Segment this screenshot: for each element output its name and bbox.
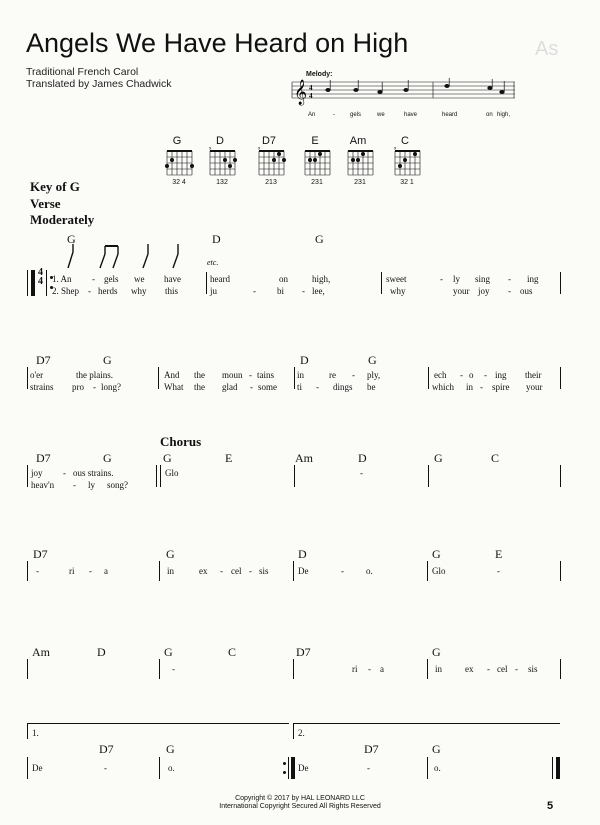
barline (560, 272, 561, 294)
chord-diagram-grid (208, 147, 238, 179)
chord-symbol: C (491, 451, 500, 465)
lyric-syllable: o'er (30, 370, 44, 380)
lyric-syllable: - (249, 370, 252, 380)
page-title: Angels We Have Heard on High (26, 28, 409, 58)
barline (560, 465, 561, 487)
chord-symbol: D (300, 353, 309, 367)
chord-symbol: G (432, 547, 441, 561)
lyric-syllable: ly (88, 480, 96, 490)
lyric-syllable: lee, (312, 286, 325, 296)
melody-lyric: have (404, 112, 418, 118)
lyric-syllable: long? (101, 382, 121, 392)
lyric-syllable: ing (527, 274, 539, 284)
chord-symbol: D7 (296, 645, 311, 659)
ending-number-1: 1. (32, 728, 39, 738)
chord-symbol: G (103, 353, 112, 367)
lyric-syllable: why (390, 286, 406, 296)
lyric-syllable: ri (69, 566, 75, 576)
barline (46, 270, 47, 296)
lyric-syllable: we (134, 274, 145, 284)
lyric-syllable: - (250, 382, 253, 392)
lyric-syllable: - (249, 566, 252, 576)
melody-lyric: we (377, 112, 385, 118)
barline (294, 367, 295, 389)
barline (428, 367, 429, 389)
lyric-syllable: joy (478, 286, 490, 296)
chord-symbol: E (495, 547, 503, 561)
lyric-syllable: in (167, 566, 175, 576)
lyric-syllable: sing (475, 274, 491, 284)
chord-diagram-grid (303, 147, 333, 179)
barline (27, 757, 28, 779)
lyric-syllable: tains (257, 370, 274, 380)
lyric-syllable: why (131, 286, 147, 296)
chord-diagram-fingering: 231 (354, 179, 366, 186)
lyric-syllable: De (32, 763, 43, 773)
ending-bracket-2-hook (293, 723, 294, 739)
barline (293, 561, 294, 581)
lyric-syllable: be (367, 382, 376, 392)
lyric-syllable: some (258, 382, 277, 392)
chord-symbol: Am (295, 451, 313, 465)
chord-symbol: E (225, 451, 233, 465)
lyric-syllable: - (487, 664, 490, 674)
chord-symbol: G (434, 451, 443, 465)
chord-symbol: D (298, 547, 307, 561)
melody-label: Melody: (306, 71, 333, 78)
melody-lyric: An (308, 112, 316, 118)
chord-symbol: G (315, 232, 324, 246)
repeat-start-bar (31, 270, 35, 296)
chord-symbol: G (166, 742, 175, 756)
lyric-syllable: - (508, 274, 511, 284)
barline (27, 465, 28, 487)
lyric-syllable: - (341, 566, 344, 576)
lyric-syllable: Glo (432, 566, 446, 576)
lyric-syllable: which (432, 382, 454, 392)
chord-diagram-name: D7 (261, 135, 277, 147)
lyric-syllable: - (220, 566, 223, 576)
chord-symbol: Am (32, 645, 50, 659)
lyric-syllable: moun (222, 370, 243, 380)
lyric-syllable: in (435, 664, 443, 674)
chord-diagram-fingering: 32 4 (172, 179, 186, 186)
barline (156, 465, 157, 487)
barline (159, 561, 160, 581)
repeat-dot (283, 762, 286, 765)
chord-symbol: D (212, 232, 221, 246)
barline (560, 561, 561, 581)
lyric-syllable: o (469, 370, 474, 380)
chord-symbol: G (164, 645, 173, 659)
chord-diagram-fingering: 132 (216, 179, 228, 186)
lyric-syllable: - (460, 370, 463, 380)
lyric-syllable: gels (104, 274, 119, 284)
lyric-syllable: - (484, 370, 487, 380)
lyric-syllable: the (194, 370, 205, 380)
barline (27, 270, 28, 296)
chord-symbol: G (166, 547, 175, 561)
lyric-syllable: - (63, 468, 66, 478)
lyric-syllable: cel (231, 566, 242, 576)
lyric-syllable: - (368, 664, 371, 674)
barline (428, 465, 429, 487)
lyric-syllable: o. (434, 763, 441, 773)
chord-symbol: G (163, 451, 172, 465)
lyric-syllable: 1. An (52, 274, 72, 284)
chord-symbol: D7 (36, 353, 51, 367)
melody-lyric: - (333, 112, 335, 118)
lyric-syllable: pro (72, 382, 84, 392)
chord-diagram-grid (393, 147, 423, 179)
melody-lyric: heard (442, 112, 458, 118)
repeat-end-bar (291, 757, 295, 779)
chorus-label: Chorus (160, 434, 202, 449)
barline (552, 757, 553, 779)
barline (288, 757, 289, 779)
lyric-syllable: your (453, 286, 470, 296)
lyric-syllable: ex (465, 664, 474, 674)
barline (427, 561, 428, 581)
lyric-syllable: - (302, 286, 305, 296)
lyric-syllable: bi (277, 286, 285, 296)
chord-symbol: D (97, 645, 106, 659)
lyric-syllable: heav'n (31, 480, 55, 490)
lyric-syllable: a (104, 566, 108, 576)
chord-symbol: D7 (36, 451, 51, 465)
chord-diagram-name: D (216, 135, 224, 147)
chord-diagram-name: E (311, 135, 319, 147)
lyric-syllable: - (88, 286, 91, 296)
ending-number-2: 2. (298, 728, 305, 738)
time-signature: 4 4 (38, 267, 43, 287)
melody-lyric: high, (497, 112, 511, 118)
barline (159, 757, 160, 779)
lyric-syllable: - (316, 382, 319, 392)
chord-diagram-name: C (401, 135, 409, 147)
svg-text:4: 4 (309, 84, 313, 92)
lyric-syllable: - (352, 370, 355, 380)
chord-diagram-grid (257, 147, 287, 179)
lyric-syllable: What (164, 382, 184, 392)
lyric-syllable: - (104, 763, 107, 773)
ending-bracket-1 (27, 723, 289, 724)
copyright-line-1: Copyright © 2017 by HAL LEONARD LLC (235, 795, 365, 802)
lyric-syllable: - (497, 566, 500, 576)
lyric-syllable: - (36, 566, 39, 576)
credit-line-2: Translated by James Chadwick (26, 78, 172, 90)
chord-symbol: D (358, 451, 367, 465)
lyric-syllable: cel (497, 664, 508, 674)
chord-symbol: D7 (99, 742, 114, 756)
lyric-syllable: on (279, 274, 288, 284)
barline (158, 367, 159, 389)
lyric-syllable: the (194, 382, 205, 392)
lyric-syllable: De (298, 763, 309, 773)
ending-bracket-2 (293, 723, 560, 724)
lyric-syllable: ju (210, 286, 218, 296)
lyric-syllable: - (480, 382, 483, 392)
chord-diagram-fingering: 32 1 (400, 179, 414, 186)
key-label: Key of G (30, 179, 80, 194)
lyric-syllable: glad (222, 382, 238, 392)
lyric-syllable: high, (312, 274, 331, 284)
chord-diagram-grid (346, 147, 376, 179)
melody-staff (290, 78, 520, 108)
lyric-syllable: - (253, 286, 256, 296)
lyric-syllable: - (92, 274, 95, 284)
lyric-syllable: ous (520, 286, 533, 296)
lyric-syllable: 2. Shep (52, 286, 79, 296)
lyric-syllable: - (440, 274, 443, 284)
copyright-line-2: International Copyright Secured All Rights Reserved (219, 803, 381, 810)
barline (560, 367, 561, 389)
chord-symbol: G (368, 353, 377, 367)
chord-symbol: G (432, 742, 441, 756)
chord-diagram-name: Am (349, 135, 367, 147)
lyric-syllable: sis (528, 664, 538, 674)
lyric-syllable: o. (366, 566, 373, 576)
barline (560, 659, 561, 679)
chord-diagram-name: G (172, 135, 182, 147)
lyric-syllable: their (525, 370, 542, 380)
chord-diagram-grid (165, 147, 195, 179)
lyric-syllable: strains (30, 382, 54, 392)
lyric-syllable: - (93, 382, 96, 392)
ending-bracket-1-hook (27, 723, 28, 739)
chord-symbol: G (103, 451, 112, 465)
chord-diagram-fingering: 231 (311, 179, 323, 186)
credit-line-1: Traditional French Carol (26, 66, 139, 78)
lyric-syllable: - (73, 480, 76, 490)
lyric-syllable: this (165, 286, 179, 296)
lyric-syllable: dings (333, 382, 353, 392)
melody-lyric: gels (350, 112, 362, 118)
barline (206, 272, 207, 294)
lyric-syllable: ech (434, 370, 447, 380)
page-number: 5 (547, 800, 554, 812)
svg-text:4: 4 (309, 92, 313, 100)
lyric-syllable: the plains. (76, 370, 113, 380)
lyric-syllable: ex (199, 566, 208, 576)
lyric-syllable: - (360, 468, 363, 478)
lyric-syllable: herds (98, 286, 118, 296)
lyric-syllable: have (164, 274, 181, 284)
lyric-syllable: - (508, 286, 511, 296)
melody-lyric: on (486, 112, 493, 118)
lyric-syllable: - (172, 664, 175, 674)
lyric-syllable: in (466, 382, 474, 392)
lyric-syllable: heard (210, 274, 230, 284)
tempo-label: Moderately (30, 212, 95, 227)
svg-text:x: x (209, 147, 212, 151)
svg-text:𝄞: 𝄞 (294, 80, 308, 105)
lyric-syllable: ing (495, 370, 507, 380)
etc-note: etc. (207, 258, 219, 267)
barline (381, 272, 382, 294)
chord-symbol: D7 (33, 547, 48, 561)
lyric-syllable: sweet (386, 274, 407, 284)
lyric-syllable: ri (352, 664, 358, 674)
barline (159, 659, 160, 679)
barline (293, 659, 294, 679)
barline (160, 465, 161, 487)
lyric-syllable: spire (492, 382, 510, 392)
rhythm-slashes (60, 244, 190, 272)
lyric-syllable: your (526, 382, 543, 392)
barline (27, 367, 28, 389)
barline (427, 659, 428, 679)
barline (427, 757, 428, 779)
lyric-syllable: De (298, 566, 309, 576)
lyric-syllable: ply, (367, 370, 381, 380)
chord-symbol: D7 (364, 742, 379, 756)
repeat-dot (283, 771, 286, 774)
chord-symbol: G (432, 645, 441, 659)
lyric-syllable: ous strains. (73, 468, 114, 478)
lyric-syllable: sis (259, 566, 269, 576)
chord-symbol: G (67, 232, 76, 246)
chord-diagram-fingering: 213 (265, 179, 277, 186)
chord-symbol: C (228, 645, 237, 659)
barline (27, 659, 28, 679)
svg-text:x: x (258, 147, 261, 151)
final-bar (556, 757, 560, 779)
lyric-syllable: song? (107, 480, 128, 490)
lyric-syllable: o. (168, 763, 175, 773)
lyric-syllable: - (367, 763, 370, 773)
bleed-through: As (535, 38, 559, 60)
lyric-syllable: re (329, 370, 336, 380)
lyric-syllable: a (380, 664, 384, 674)
verse-label: Verse (30, 196, 61, 211)
lyric-syllable: Glo (165, 468, 179, 478)
lyric-syllable: ly (453, 274, 461, 284)
svg-text:x: x (394, 147, 397, 151)
lyric-syllable: - (515, 664, 518, 674)
lyric-syllable: ti (297, 382, 303, 392)
lyric-syllable: - (89, 566, 92, 576)
lyric-syllable: And (164, 370, 180, 380)
lyric-syllable: joy (31, 468, 43, 478)
barline (294, 465, 295, 487)
barline (27, 561, 28, 581)
lyric-syllable: in (297, 370, 305, 380)
